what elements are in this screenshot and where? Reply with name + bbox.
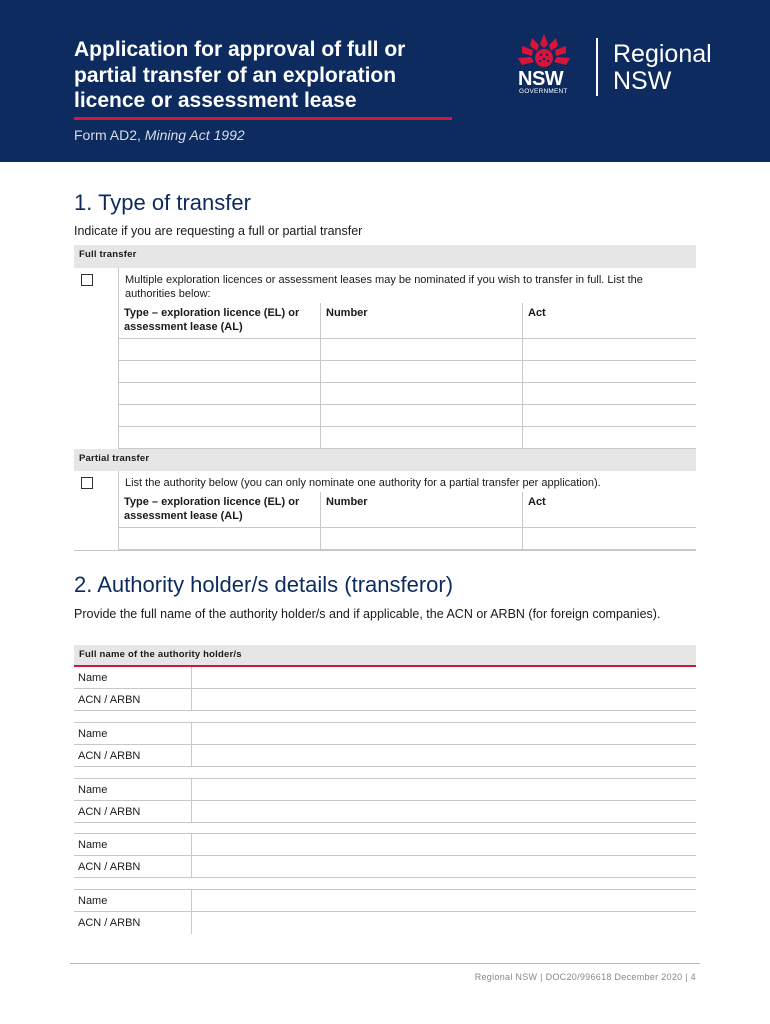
form-act: Mining Act 1992	[144, 127, 245, 143]
table-row	[119, 383, 697, 405]
full-transfer-instructions: Multiple exploration licences or assessment leases may be nominated if you wish to transfer in full. List the authorities below:	[125, 274, 643, 300]
name-input[interactable]	[192, 890, 696, 911]
table-header-row	[119, 303, 697, 339]
number-cell[interactable]	[321, 339, 523, 361]
act-cell[interactable]	[523, 528, 697, 550]
form-reference	[74, 127, 245, 143]
act-cell[interactable]	[523, 405, 697, 427]
column-header-act: Act	[523, 492, 697, 528]
table-row	[119, 427, 697, 449]
type-cell[interactable]	[119, 383, 321, 405]
name-input[interactable]	[192, 779, 696, 800]
full-transfer-checkbox[interactable]	[81, 274, 93, 286]
section-1-end-rule	[74, 550, 696, 551]
holder-group-3	[74, 778, 696, 823]
section-2-intro: Provide the full name of the authority holder/s and if applicable, the ACN or ARBN (for foreign companies).	[74, 607, 661, 621]
acn-input[interactable]	[192, 689, 696, 710]
act-cell[interactable]	[523, 339, 697, 361]
waratah-logo-icon	[514, 32, 574, 70]
number-cell[interactable]	[321, 383, 523, 405]
acn-input[interactable]	[192, 801, 696, 822]
column-header-act: Act	[523, 303, 697, 339]
acn-row	[74, 856, 696, 878]
name-row	[74, 834, 696, 856]
type-cell[interactable]	[119, 361, 321, 383]
act-cell[interactable]	[523, 361, 697, 383]
partial-transfer-checkbox[interactable]	[81, 477, 93, 489]
acn-input[interactable]	[192, 912, 696, 934]
partial-transfer-band: Partial transfer	[74, 449, 696, 471]
nsw-wordmark: NSW	[518, 68, 564, 90]
acn-input[interactable]	[192, 856, 696, 877]
number-cell[interactable]	[321, 528, 523, 550]
acn-label: ACN / ARBN	[74, 745, 192, 766]
form-code: Form AD2,	[74, 127, 145, 143]
partial-transfer-divider	[118, 471, 119, 493]
document-title: Application for approval of full or partial transfer of an exploration licence or assessment lease	[74, 38, 406, 112]
section-1-intro: Indicate if you are requesting a full or partial transfer	[74, 224, 363, 238]
partial-transfer-instructions: List the authority below (you can only nominate one authority for a partial transfer per application).	[125, 477, 601, 489]
name-label: Name	[74, 834, 192, 855]
holder-names-band: Full name of the authority holder/s	[74, 645, 696, 667]
type-cell[interactable]	[119, 405, 321, 427]
holder-group-5	[74, 889, 696, 934]
table-header-row	[119, 492, 697, 528]
column-header-type: Type – exploration licence (EL) or assessment lease (AL)	[119, 492, 321, 528]
name-input[interactable]	[192, 667, 696, 688]
column-header-number: Number	[321, 492, 523, 528]
holder-group-1	[74, 667, 696, 711]
page-header	[0, 0, 770, 162]
acn-label: ACN / ARBN	[74, 689, 192, 710]
acn-label: ACN / ARBN	[74, 856, 192, 877]
acn-label: ACN / ARBN	[74, 801, 192, 822]
acn-row	[74, 801, 696, 823]
table-row	[119, 361, 697, 383]
act-cell[interactable]	[523, 383, 697, 405]
table-row	[119, 339, 697, 361]
acn-input[interactable]	[192, 745, 696, 766]
page-footer: Regional NSW | DOC20/996618 December 2020 | 4	[474, 972, 696, 982]
name-input[interactable]	[192, 834, 696, 855]
name-label: Name	[74, 779, 192, 800]
regional-nsw-wordmark: Regional NSW	[613, 40, 712, 95]
name-input[interactable]	[192, 723, 696, 744]
section-2-heading: 2. Authority holder/s details (transferor)	[74, 572, 454, 597]
section-1-heading: 1. Type of transfer	[74, 190, 251, 215]
table-row	[119, 528, 697, 550]
table-row	[119, 405, 697, 427]
holder-group-4	[74, 833, 696, 878]
full-transfer-table	[118, 303, 696, 449]
footer-rule	[70, 963, 700, 964]
partial-transfer-table	[118, 492, 696, 550]
logo-divider	[596, 38, 598, 96]
type-cell[interactable]	[119, 528, 321, 550]
government-wordmark: GOVERNMENT	[519, 88, 568, 95]
column-header-type: Type – exploration licence (EL) or assessment lease (AL)	[119, 303, 321, 339]
acn-label: ACN / ARBN	[74, 912, 192, 934]
name-label: Name	[74, 667, 192, 688]
holder-group-2	[74, 722, 696, 767]
column-header-number: Number	[321, 303, 523, 339]
full-transfer-band: Full transfer	[74, 245, 696, 268]
name-row	[74, 890, 696, 912]
name-row	[74, 667, 696, 689]
acn-row	[74, 745, 696, 767]
act-cell[interactable]	[523, 427, 697, 449]
number-cell[interactable]	[321, 405, 523, 427]
title-underline	[74, 117, 452, 120]
type-cell[interactable]	[119, 427, 321, 449]
regional-nsw-logo	[514, 32, 744, 102]
type-cell[interactable]	[119, 339, 321, 361]
name-row	[74, 779, 696, 801]
acn-row	[74, 912, 696, 934]
acn-row	[74, 689, 696, 711]
name-label: Name	[74, 890, 192, 911]
full-transfer-divider	[118, 268, 119, 303]
name-row	[74, 723, 696, 745]
name-label: Name	[74, 723, 192, 744]
number-cell[interactable]	[321, 427, 523, 449]
number-cell[interactable]	[321, 361, 523, 383]
